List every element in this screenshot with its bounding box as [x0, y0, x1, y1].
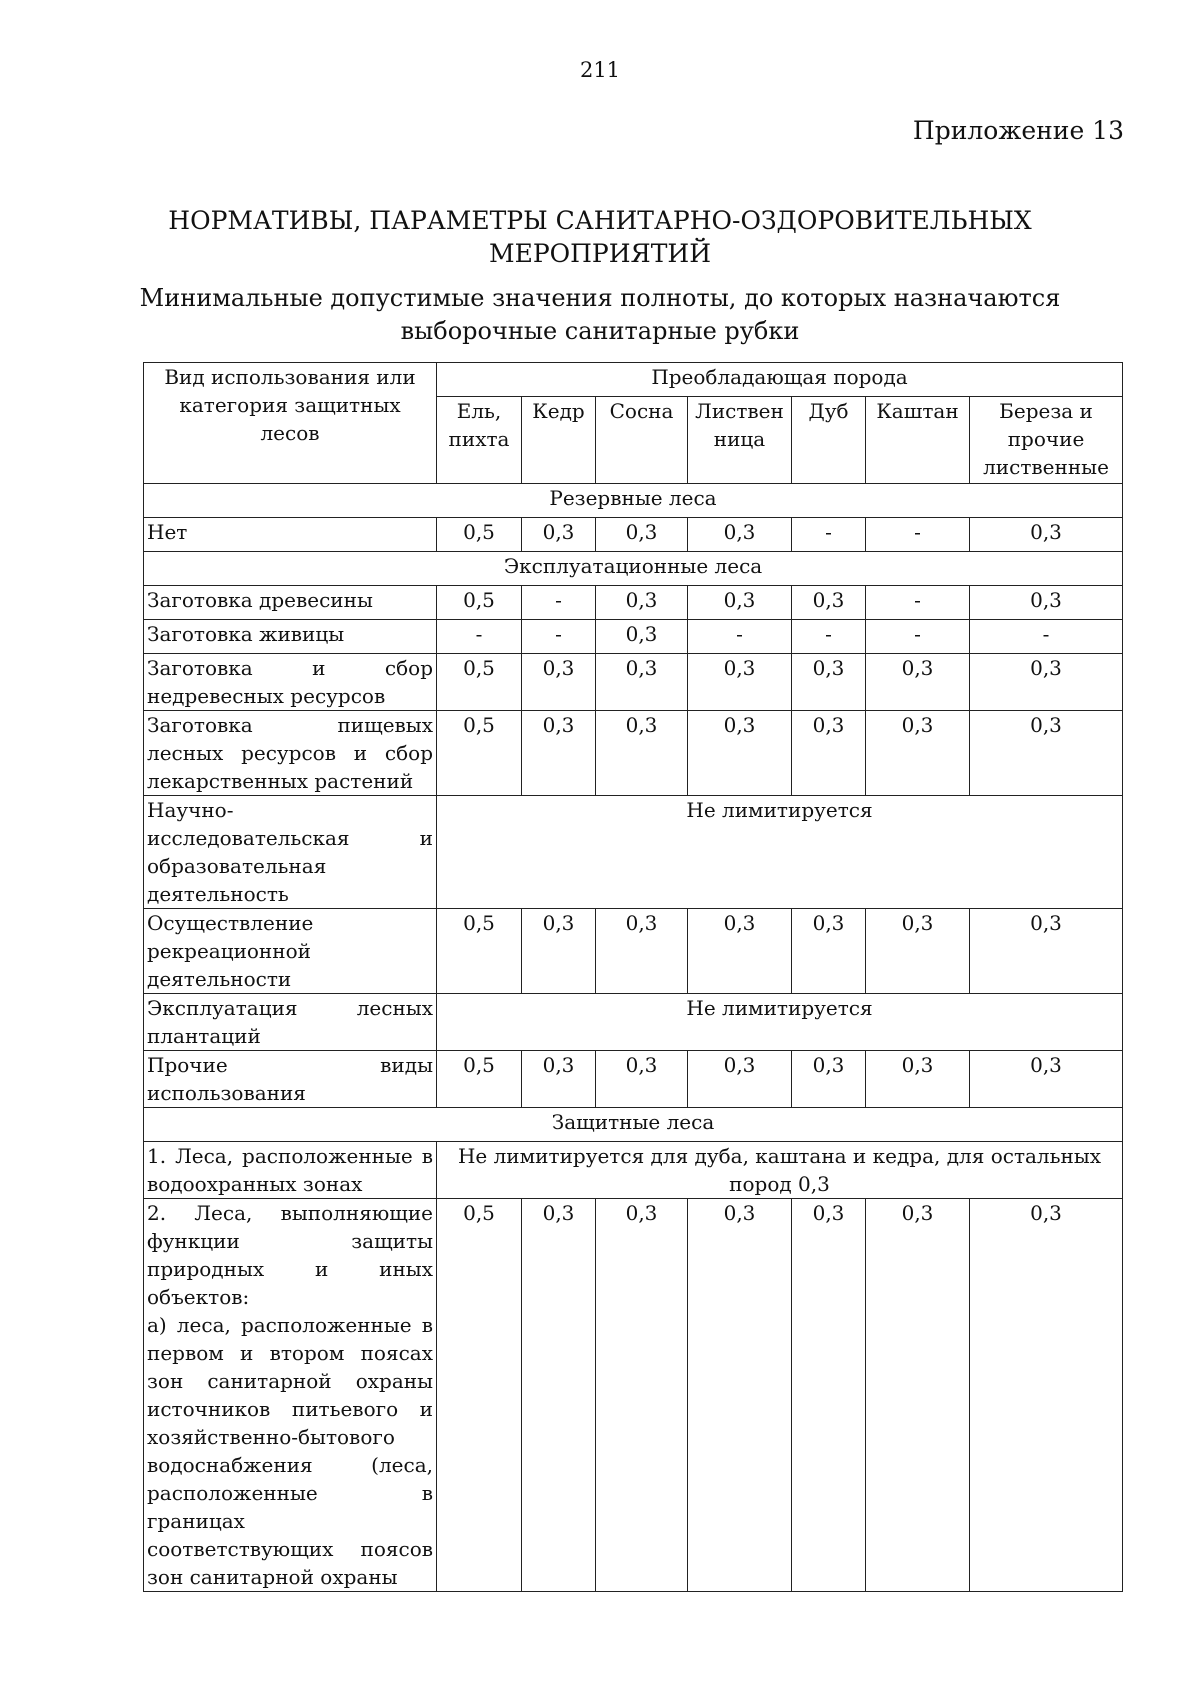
cell-value: 0,3 — [522, 654, 596, 711]
cell-value: 0,5 — [437, 654, 522, 711]
document-subtitle — [0, 282, 1200, 348]
section-title-reserve: Резервные леса — [144, 484, 1123, 518]
appendix-label: Приложение 13 — [912, 116, 1124, 145]
row-category — [144, 1199, 437, 1592]
page-number: 211 — [579, 58, 621, 82]
cell-value: 0,3 — [866, 654, 970, 711]
cell-value: 0,3 — [792, 909, 866, 994]
cell-value: - — [522, 620, 596, 654]
cell-value: - — [792, 518, 866, 552]
row-category: Заготовка древесины — [144, 586, 437, 620]
cell-value: 0,3 — [792, 1051, 866, 1108]
row-category: Нет — [144, 518, 437, 552]
cell-value: - — [866, 586, 970, 620]
cell-value: 0,3 — [522, 1199, 596, 1592]
row-category: Заготовка и сбор недревесных ресурсов — [144, 654, 437, 711]
header-species: Дуб — [792, 397, 866, 484]
cell-value: 0,3 — [866, 1199, 970, 1592]
title-line-1: НОРМАТИВЫ, ПАРАМЕТРЫ САНИТАРНО-ОЗДОРОВИТЕЛЬНЫХ — [168, 206, 1032, 235]
table-row — [144, 796, 1123, 909]
header-species: Кедр — [522, 397, 596, 484]
cell-value: 0,3 — [596, 1199, 688, 1592]
cell-value: 0,3 — [596, 1051, 688, 1108]
cell-value: 0,3 — [970, 518, 1123, 552]
cell-value: 0,3 — [596, 518, 688, 552]
cell-value: 0,3 — [792, 586, 866, 620]
cell-value: 0,3 — [522, 518, 596, 552]
cell-value: 0,3 — [688, 711, 792, 796]
table-row — [144, 1051, 1123, 1108]
cell-value: 0,3 — [688, 654, 792, 711]
cell-value: 0,3 — [866, 1051, 970, 1108]
cell-value: 0,3 — [970, 654, 1123, 711]
row-category-sub: а) леса, расположенные в первом и втором поясах зон санитарной охраны источников питьевого и хозяйственно-бытового водоснабжения (леса, расположенные в границах соответствующих поясов зон санитарной охраны — [147, 1313, 433, 1589]
cell-value: - — [688, 620, 792, 654]
cell-value: 0,5 — [437, 1051, 522, 1108]
row-category: Осуществление рекреационной деятельности — [144, 909, 437, 994]
cell-value: 0,3 — [866, 711, 970, 796]
cell-merged: Не лимитируется — [437, 796, 1123, 909]
cell-value: - — [970, 620, 1123, 654]
cell-value: 0,3 — [522, 1051, 596, 1108]
header-species-group: Преобладающая порода — [437, 363, 1123, 397]
cell-value: 0,3 — [596, 711, 688, 796]
header-species: Листвен ница — [688, 397, 792, 484]
cell-value: 0,3 — [596, 654, 688, 711]
cell-value: 0,3 — [970, 1199, 1123, 1592]
section-row — [144, 484, 1123, 518]
header-species: Ель, пихта — [437, 397, 522, 484]
cell-value: 0,3 — [596, 586, 688, 620]
row-category: 1. Леса, расположенные в водоохранных зонах — [144, 1142, 437, 1199]
table-row — [144, 586, 1123, 620]
cell-value: 0,3 — [522, 909, 596, 994]
cell-value: 0,3 — [792, 1199, 866, 1592]
table-row — [144, 654, 1123, 711]
cell-value: 0,3 — [688, 909, 792, 994]
row-category: Заготовка живицы — [144, 620, 437, 654]
cell-value: 0,5 — [437, 518, 522, 552]
cell-value: 0,5 — [437, 909, 522, 994]
table-row — [144, 1199, 1123, 1592]
cell-value: 0,3 — [970, 711, 1123, 796]
cell-value: 0,3 — [688, 518, 792, 552]
norms-table — [143, 362, 1123, 1592]
cell-value: 0,3 — [792, 654, 866, 711]
header-species: Береза и прочие лиственные — [970, 397, 1123, 484]
cell-value: 0,3 — [970, 1051, 1123, 1108]
cell-value: 0,3 — [596, 620, 688, 654]
cell-value: 0,3 — [970, 909, 1123, 994]
cell-value: 0,5 — [437, 711, 522, 796]
cell-value: - — [792, 620, 866, 654]
table-row — [144, 518, 1123, 552]
header-row-1 — [144, 363, 1123, 397]
cell-value: 0,3 — [866, 909, 970, 994]
table-row — [144, 994, 1123, 1051]
cell-value: 0,5 — [437, 586, 522, 620]
row-category: Научно-исследовательская и образовательная деятельность — [144, 796, 437, 909]
subtitle-line-2: выборочные санитарные рубки — [400, 317, 800, 345]
table-row — [144, 620, 1123, 654]
section-title-protective: Защитные леса — [144, 1108, 1123, 1142]
cell-value: 0,3 — [970, 586, 1123, 620]
section-row — [144, 552, 1123, 586]
row-category-main: 2. Леса, выполняющие функции защиты природных и иных объектов: — [147, 1201, 433, 1309]
cell-value: 0,3 — [522, 711, 596, 796]
table-row — [144, 1142, 1123, 1199]
section-title-exploitation: Эксплуатационные леса — [144, 552, 1123, 586]
cell-value: - — [437, 620, 522, 654]
cell-value: - — [866, 518, 970, 552]
subtitle-line-1: Минимальные допустимые значения полноты, до которых назначаются — [139, 284, 1061, 312]
header-species: Сосна — [596, 397, 688, 484]
row-category: Заготовка пищевых лесных ресурсов и сбор лекарственных растений — [144, 711, 437, 796]
section-row — [144, 1108, 1123, 1142]
header-species: Каштан — [866, 397, 970, 484]
cell-value: - — [866, 620, 970, 654]
cell-value: 0,3 — [596, 909, 688, 994]
row-category: Эксплуатация лесных плантаций — [144, 994, 437, 1051]
header-category: Вид использования или категория защитных лесов — [144, 363, 437, 484]
cell-merged: Не лимитируется — [437, 994, 1123, 1051]
cell-value: 0,5 — [437, 1199, 522, 1592]
title-line-2: МЕРОПРИЯТИЙ — [488, 239, 712, 268]
cell-value: 0,3 — [688, 1051, 792, 1108]
table-row — [144, 711, 1123, 796]
cell-value: 0,3 — [792, 711, 866, 796]
cell-value: - — [522, 586, 596, 620]
cell-value: 0,3 — [688, 586, 792, 620]
row-category: Прочие виды использования — [144, 1051, 437, 1108]
document-title — [0, 204, 1200, 270]
table-row — [144, 909, 1123, 994]
cell-merged: Не лимитируется для дуба, каштана и кедра, для остальных пород 0,3 — [437, 1142, 1123, 1199]
cell-value: 0,3 — [688, 1199, 792, 1592]
